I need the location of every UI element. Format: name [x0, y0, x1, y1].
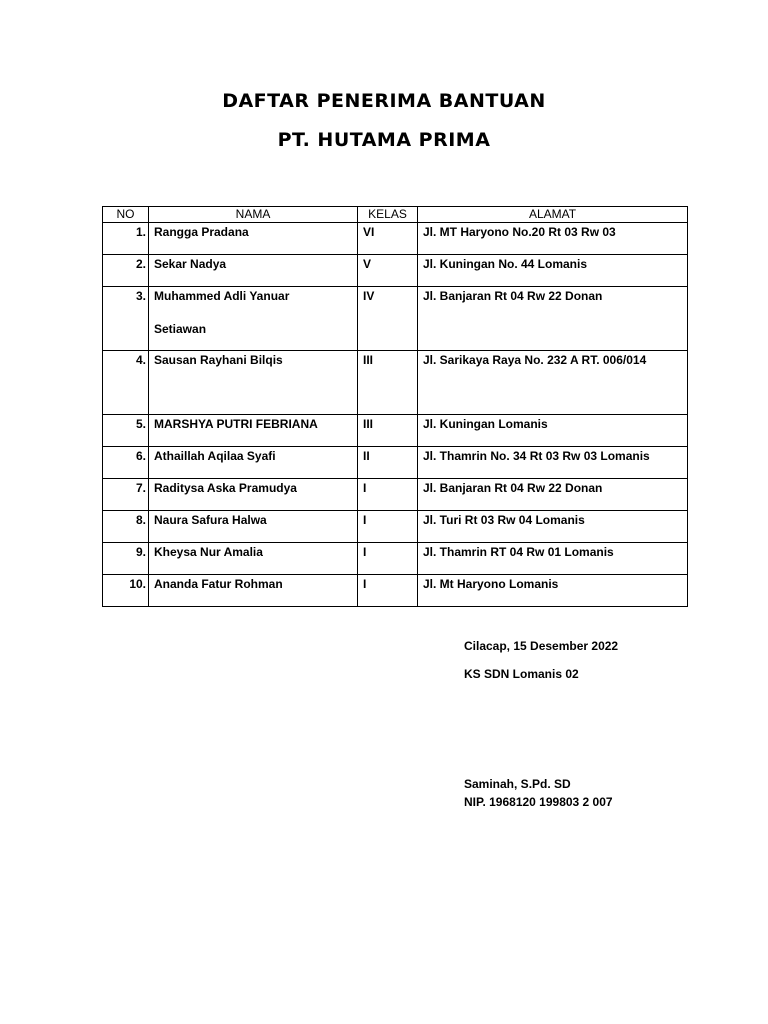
table-row	[103, 543, 688, 575]
table-header-row	[103, 207, 688, 223]
row-no: 1.	[103, 223, 149, 255]
row-kelas: II	[358, 447, 418, 479]
row-no: 2.	[103, 255, 149, 287]
table-row	[103, 287, 688, 351]
column-header-no: NO	[103, 207, 149, 223]
column-header-kelas: KELAS	[358, 207, 418, 223]
row-nama: Sausan Rayhani Bilqis	[149, 351, 358, 415]
row-no: 9.	[103, 543, 149, 575]
table-row	[103, 351, 688, 415]
row-no: 10.	[103, 575, 149, 607]
row-no: 6.	[103, 447, 149, 479]
row-nama-line2: Setiawan	[154, 322, 207, 336]
row-kelas: I	[358, 575, 418, 607]
row-alamat: Jl. Turi Rt 03 Rw 04 Lomanis	[418, 511, 688, 543]
row-nama: Athaillah Aqilaa Syafi	[149, 447, 358, 479]
row-kelas: VI	[358, 223, 418, 255]
row-kelas: V	[358, 255, 418, 287]
row-nama: Kheysa Nur Amalia	[149, 543, 358, 575]
row-kelas: III	[358, 351, 418, 415]
row-alamat: Jl. Thamrin RT 04 Rw 01 Lomanis	[418, 543, 688, 575]
table-row	[103, 575, 688, 607]
recipients-table	[102, 206, 688, 607]
row-kelas: I	[358, 479, 418, 511]
column-header-alamat: ALAMAT	[418, 207, 688, 223]
row-nama-line1: Muhammed Adli Yanuar	[154, 289, 290, 303]
row-nama: MARSHYA PUTRI FEBRIANA	[149, 415, 358, 447]
row-kelas: IV	[358, 287, 418, 351]
table-row	[103, 479, 688, 511]
row-no: 3.	[103, 287, 149, 351]
signature-nip: NIP. 1968120 199803 2 007	[464, 795, 613, 809]
row-nama: Sekar Nadya	[149, 255, 358, 287]
table-row	[103, 223, 688, 255]
column-header-nama: NAMA	[149, 207, 358, 223]
table-row	[103, 415, 688, 447]
row-nama: Rangga Pradana	[149, 223, 358, 255]
row-alamat: Jl. MT Haryono No.20 Rt 03 Rw 03	[418, 223, 688, 255]
table-row	[103, 255, 688, 287]
table-row	[103, 447, 688, 479]
row-alamat: Jl. Thamrin No. 34 Rt 03 Rw 03 Lomanis	[418, 447, 688, 479]
signature-name: Saminah, S.Pd. SD	[464, 777, 571, 791]
row-kelas: III	[358, 415, 418, 447]
row-nama: Raditysa Aska Pramudya	[149, 479, 358, 511]
row-kelas: I	[358, 511, 418, 543]
row-nama: Naura Safura Halwa	[149, 511, 358, 543]
document-title: DAFTAR PENERIMA BANTUAN	[222, 90, 546, 112]
table-row	[103, 511, 688, 543]
row-alamat: Jl. Banjaran Rt 04 Rw 22 Donan	[418, 479, 688, 511]
company-name: PT. HUTAMA PRIMA	[277, 129, 491, 151]
row-no: 4.	[103, 351, 149, 415]
row-no: 8.	[103, 511, 149, 543]
signature-place-date: Cilacap, 15 Desember 2022	[464, 639, 619, 653]
row-no: 7.	[103, 479, 149, 511]
row-nama	[149, 287, 358, 351]
row-kelas: I	[358, 543, 418, 575]
row-alamat: Jl. Kuningan No. 44 Lomanis	[418, 255, 688, 287]
row-alamat: Jl. Banjaran Rt 04 Rw 22 Donan	[418, 287, 688, 351]
row-nama: Ananda Fatur Rohman	[149, 575, 358, 607]
row-alamat: Jl. Mt Haryono Lomanis	[418, 575, 688, 607]
row-alamat: Jl. Kuningan Lomanis	[418, 415, 688, 447]
row-alamat: Jl. Sarikaya Raya No. 232 A RT. 006/014	[418, 351, 688, 415]
row-no: 5.	[103, 415, 149, 447]
signature-role: KS SDN Lomanis 02	[464, 667, 579, 681]
